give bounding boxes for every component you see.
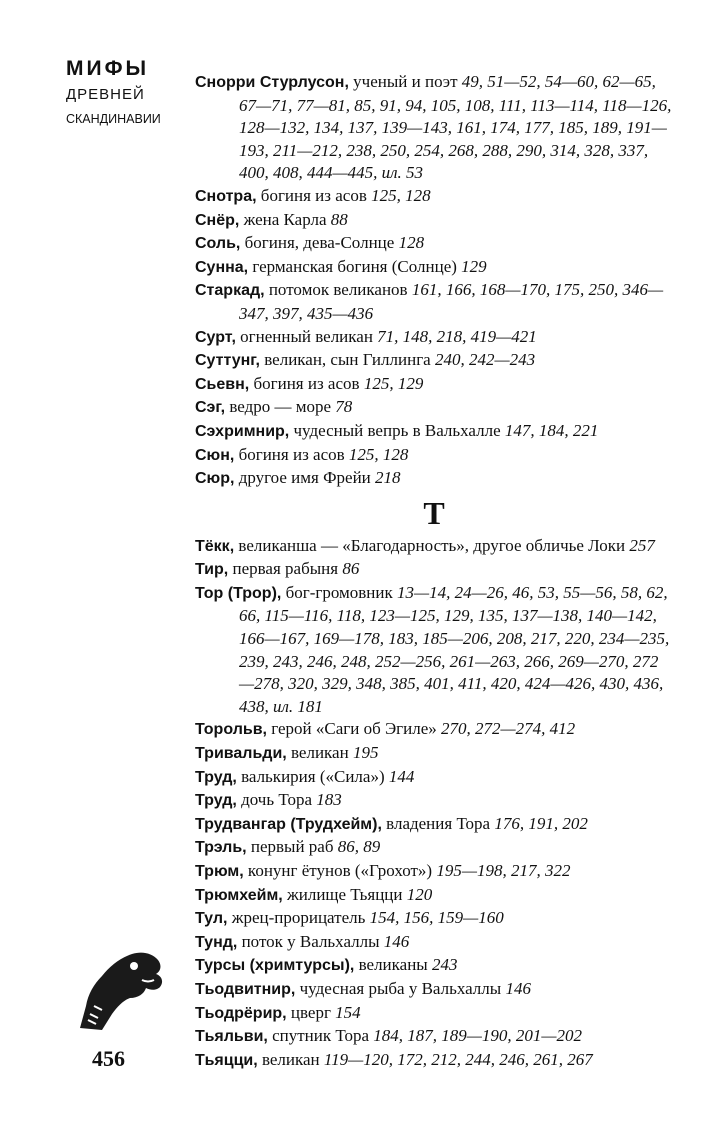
- entry-name: Сюр,: [195, 470, 235, 488]
- entry-name: Тунд,: [195, 933, 238, 951]
- entry-name: Сэг,: [195, 399, 226, 417]
- entry-pages: 146: [383, 931, 410, 951]
- index-entry: [195, 860, 673, 884]
- index-entry: [195, 373, 673, 397]
- entry-name: Тьяльви,: [195, 1028, 268, 1046]
- entry-pages: 144: [388, 766, 415, 786]
- index-entry: [195, 349, 673, 373]
- entry-pages: 195: [352, 743, 379, 763]
- entry-description: великаны: [354, 955, 432, 975]
- dragon-head-ornament-icon: [72, 934, 168, 1034]
- entry-name: Тривальди,: [195, 745, 287, 763]
- entry-name: Снотра,: [195, 187, 257, 205]
- entry-pages: 86: [342, 559, 360, 579]
- index-entry: [195, 71, 673, 185]
- index-entry: [195, 813, 673, 837]
- entry-name: Тул,: [195, 910, 228, 928]
- index-entry: [195, 535, 673, 559]
- entry-name: Тор (Трор),: [195, 584, 282, 602]
- entry-pages: 49, 51—52, 54—60, 62—65, 67—71, 77—81, 85, 91, 94, 105, 108, 111, 113—114, 118—126, 128—132, 134, 137, 139—143, 161, 174, 177, 185, 189, 191—193, 211—212, 238, 250, 254, 268, 288, 290, 314, 328, 337, 400, 408, 444—445, ил. 53: [239, 72, 672, 183]
- entry-description: германская богиня (Солнце): [248, 256, 462, 276]
- entry-description: валькирия («Сила»): [236, 766, 389, 786]
- entry-pages: 147, 184, 221: [504, 420, 599, 440]
- entry-name: Сьевн,: [195, 375, 250, 393]
- index-list-t: [195, 535, 673, 1073]
- entry-name: Трудвангар (Трудхейм),: [195, 815, 382, 833]
- index-entry: [195, 1025, 673, 1049]
- index-entry: [195, 1049, 673, 1073]
- entry-name: Сэхримнир,: [195, 422, 290, 440]
- entry-pages: 257: [629, 535, 655, 555]
- entry-description: поток у Вальхаллы: [237, 931, 384, 951]
- index-entry: [195, 1002, 673, 1026]
- section-letter: Т: [423, 494, 445, 531]
- index-entry: [195, 444, 673, 468]
- entry-description: цверг: [286, 1002, 336, 1022]
- entry-pages: 243: [431, 955, 458, 975]
- index-entry: [195, 256, 673, 280]
- entry-name: Снёр,: [195, 211, 240, 229]
- entry-description: герой «Саги об Эгиле»: [266, 719, 442, 739]
- entry-description: жрец-прорицатель: [227, 908, 370, 928]
- entry-name: Турсы (хримтурсы),: [195, 957, 355, 975]
- entry-pages: 183: [316, 790, 342, 810]
- entry-pages: 119—120, 172, 212, 244, 246, 261, 267: [323, 1049, 593, 1069]
- entry-name: Тьодрёрир,: [195, 1004, 287, 1022]
- entry-description: великанша — «Благодарность», другое обличье Локи: [234, 535, 630, 555]
- entry-description: бог-громовник: [281, 582, 398, 602]
- entry-name: Труд,: [195, 792, 237, 810]
- entry-pages: 125, 129: [363, 373, 424, 393]
- entry-pages: 270, 272—274, 412: [441, 719, 576, 739]
- entry-description: дочь Тора: [236, 790, 317, 810]
- entry-pages: 195—198, 217, 322: [436, 861, 571, 880]
- entry-pages: 78: [335, 397, 353, 417]
- index-entry: [195, 718, 673, 742]
- entry-name: Снорри Стурлусон,: [195, 74, 349, 91]
- entry-pages: 240, 242—243: [434, 350, 536, 370]
- index-entry: [195, 396, 673, 420]
- index-entry: [195, 931, 673, 955]
- index-entry: [195, 558, 673, 582]
- entry-description: жена Карла: [239, 209, 331, 229]
- entry-pages: 154: [335, 1002, 361, 1022]
- entry-pages: 128: [398, 233, 425, 253]
- entry-description: другое имя Фрейи: [234, 468, 376, 488]
- entry-pages: 120: [406, 884, 433, 904]
- header-subtitle-2: СКАНДИНАВИИ: [66, 112, 161, 126]
- index-entry: [195, 326, 673, 350]
- entry-name: Торольв,: [195, 721, 267, 739]
- index-entry: [195, 766, 673, 790]
- entry-description: великан: [286, 743, 353, 763]
- entry-description: огненный великан: [235, 326, 378, 346]
- entry-description: потомок великанов: [264, 280, 412, 300]
- entry-description: первая рабыня: [228, 559, 343, 579]
- entry-pages: 154, 156, 159—160: [369, 908, 504, 928]
- entry-description: богиня, дева-Солнце: [240, 233, 399, 253]
- entry-description: ученый и поэт: [348, 72, 462, 91]
- index-entry: [195, 582, 673, 719]
- entry-name: Старкад,: [195, 282, 265, 300]
- header-subtitle-1: ДРЕВНЕЙ: [66, 86, 145, 103]
- entry-pages: 129: [461, 256, 487, 276]
- entry-description: первый раб: [246, 837, 338, 857]
- running-header: [66, 56, 176, 130]
- index-entry: [195, 185, 673, 209]
- entry-pages: 146: [505, 978, 531, 998]
- entry-description: богиня из асов: [234, 444, 349, 464]
- index-entry: [195, 420, 673, 444]
- index-column: [195, 71, 673, 1072]
- index-entry: [195, 279, 673, 325]
- entry-pages: 13—14, 24—26, 46, 53, 55—56, 58, 62, 66, 115—116, 118, 123—125, 129, 135, 137—138, 140—142, 166—167, 169—178, 183, 185—206, 208, 217, 220, 234—235, 239, 243, 246, 248, 252—256, 261—263, 266, 269—270, 272—278, 320, 329, 348, 385, 401, 411, 420, 424—426, 430, 436, 438, ил. 181: [239, 582, 670, 716]
- entry-pages: 71, 148, 218, 419—421: [377, 326, 537, 346]
- index-entry: [195, 209, 673, 233]
- entry-description: великан, сын Гиллинга: [259, 350, 435, 370]
- index-entry: [195, 232, 673, 256]
- header-title: МИФЫ: [66, 57, 150, 80]
- entry-description: конунг ётунов («Грохот»): [243, 861, 437, 880]
- entry-description: богиня из асов: [249, 373, 364, 393]
- index-list-s: [195, 71, 673, 491]
- entry-name: Тьяцци,: [195, 1051, 258, 1069]
- entry-name: Соль,: [195, 235, 241, 253]
- entry-pages: 218: [375, 468, 401, 488]
- entry-name: Трюм,: [195, 863, 244, 880]
- index-entry: [195, 907, 673, 931]
- entry-description: спутник Тора: [267, 1026, 374, 1046]
- entry-name: Трэль,: [195, 839, 247, 857]
- entry-name: Тир,: [195, 561, 229, 579]
- entry-name: Сурт,: [195, 328, 236, 346]
- entry-name: Сюн,: [195, 446, 235, 464]
- entry-name: Суттунг,: [195, 352, 260, 370]
- index-entry: [195, 978, 673, 1002]
- index-entry: [195, 836, 673, 860]
- entry-pages: 86, 89: [337, 837, 381, 857]
- entry-description: владения Тора: [381, 813, 495, 833]
- entry-description: чудесный вепрь в Вальхалле: [289, 420, 505, 440]
- entry-pages: 176, 191, 202: [494, 813, 588, 833]
- entry-pages: 184, 187, 189—190, 201—202: [373, 1026, 583, 1046]
- entry-name: Тёкк,: [195, 537, 235, 555]
- page-number: 456: [92, 1046, 125, 1071]
- entry-name: Трюмхейм,: [195, 886, 283, 904]
- entry-description: богиня из асов: [256, 185, 372, 205]
- entry-description: ведро — море: [225, 397, 336, 417]
- entry-description: чудесная рыба у Вальхаллы: [295, 978, 506, 998]
- index-entry: [195, 789, 673, 813]
- entry-name: Тьодвитнир,: [195, 980, 296, 998]
- entry-pages: 88: [330, 209, 348, 229]
- entry-name: Сунна,: [195, 258, 249, 276]
- entry-pages: 125, 128: [371, 185, 431, 205]
- entry-description: великан: [257, 1049, 324, 1069]
- entry-pages: 161, 166, 168—170, 175, 250, 346—347, 397, 435—436: [239, 280, 664, 323]
- entry-name: Труд,: [195, 768, 237, 786]
- index-entry: [195, 467, 673, 491]
- index-entry: [195, 742, 673, 766]
- index-entry: [195, 954, 673, 978]
- entry-pages: 125, 128: [348, 444, 409, 464]
- entry-description: жилище Тьяцци: [282, 884, 407, 904]
- index-entry: [195, 884, 673, 908]
